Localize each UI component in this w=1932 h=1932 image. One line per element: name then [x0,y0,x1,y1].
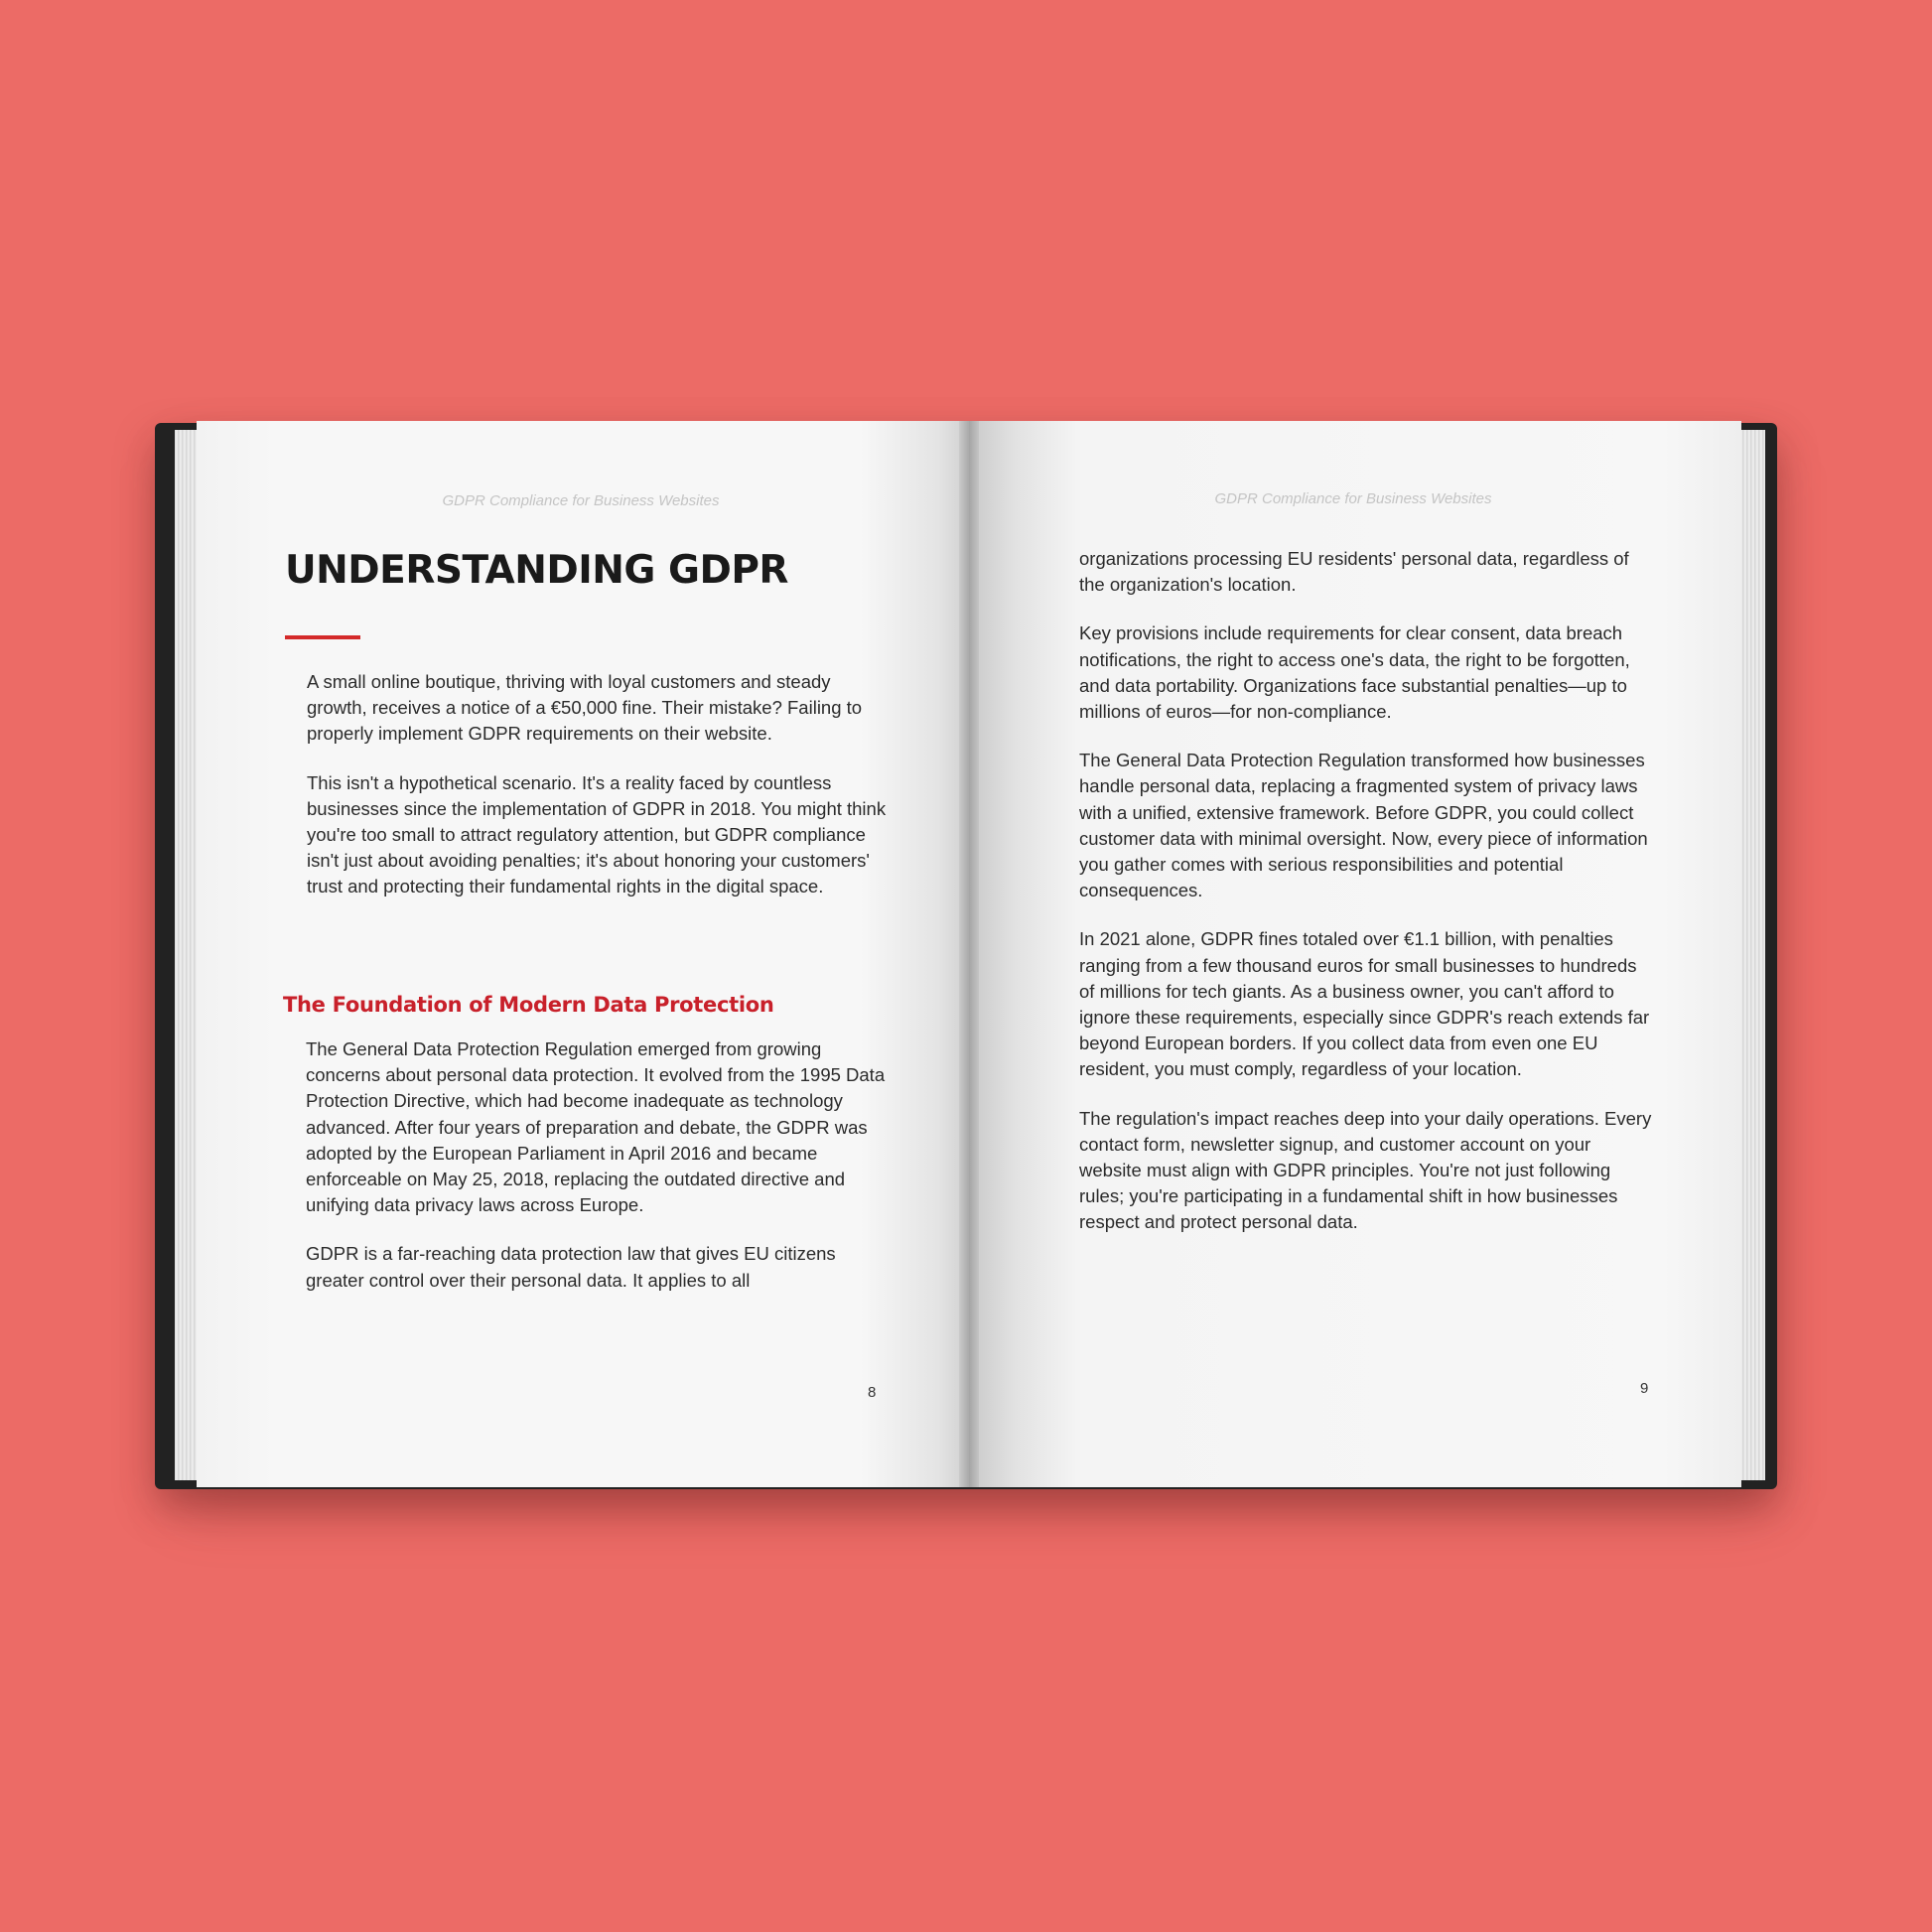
paragraph: organizations processing EU residents' personal data, regardless of the organization's location. [1079,548,1629,596]
chapter-title: UNDERSTANDING GDPR [285,548,788,593]
paragraph: The General Data Protection Regulation emerged from growing concerns about personal data protection. It evolved from the 1995 Data Protection Directive, which had become inadequate as technology advanced. After four years of preparation and debate, the GDPR was adopted by the European Parliament in April 2016 and became enforceable on May 25, 2018, replacing the outdated directive and unifying data privacy laws across Europe. [306,1038,886,1216]
paragraph: In 2021 alone, GDPR fines totaled over €1.1 billion, with penalties ranging from a few thousand euros for small businesses to hundreds of millions for tech giants. As a business owner, you can't afford to ignore these requirements, especially since GDPR's reach extends far beyond European borders. If you collect data from even one EU resident, you must comply, regardless of your location. [1079,928,1650,1080]
paragraph: The regulation's impact reaches deep into your daily operations. Every contact form, newsletter signup, and customer account on your website must align with GDPR principles. You're not just following rules; you're participating in a fundamental shift in how businesses respect and protect personal data. [1079,1107,1652,1233]
section-text [306,1036,892,1316]
paragraph: Key provisions include requirements for clear consent, data breach notifications, the right to access one's data, the right to be forgotten, and data portability. Organizations face substantial penalties—up to millions of euros—for non-compliance. [1079,622,1630,723]
running-head-left: GDPR Compliance for Business Websites [442,492,720,509]
page-number-right: 9 [1640,1380,1649,1397]
paragraph: The General Data Protection Regulation transformed how businesses handle personal data, replacing a fragmented system of privacy laws with a unified, extensive framework. Before GDPR, you could collect customer data with minimal oversight. Now, every piece of information you gather comes with serious responsibilities and potential consequences. [1079,750,1648,901]
intro-text [307,669,893,923]
book-spine-gutter [959,421,979,1487]
right-page [969,421,1741,1487]
title-accent-rule [285,635,360,639]
paragraph: A small online boutique, thriving with loyal customers and steady growth, receives a notice of a €50,000 fine. Their mistake? Failing to properly implement GDPR requirements on their website. [307,671,863,745]
section-heading: The Foundation of Modern Data Protection [283,993,774,1017]
paragraph: This isn't a hypothetical scenario. It's a reality faced by countless businesses since the implementation of GDPR in 2018. You might think you're too small to attract regulatory attention, but GDPR compliance isn't just about avoiding penalties; it's about honoring your customers' trust and protecting their fundamental rights in the digital space. [307,771,887,897]
left-page [197,421,969,1487]
continued-text [1079,546,1655,1259]
running-head-right: GDPR Compliance for Business Websites [1214,490,1492,507]
page-number-left: 8 [868,1384,877,1401]
paragraph: GDPR is a far-reaching data protection law that gives EU citizens greater control over their personal data. It applies to all [306,1243,836,1291]
